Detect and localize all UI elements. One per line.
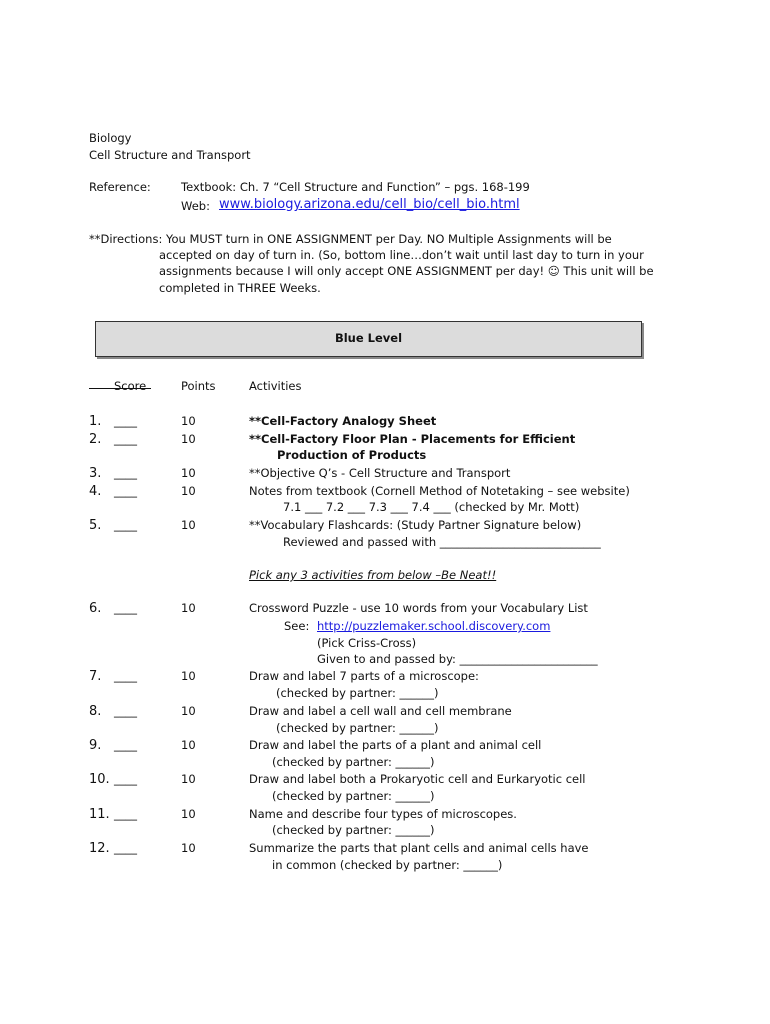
score-blank[interactable]: ____ <box>114 518 137 532</box>
item-points: 10 <box>181 518 196 532</box>
item-number: 7. <box>89 669 102 684</box>
item-number: 4. <box>89 484 102 499</box>
score-blank[interactable]: ____ <box>114 704 137 718</box>
item-activity: Notes from textbook (Cornell Method of Notetaking – see website) <box>249 484 630 498</box>
item-number: 6. <box>89 601 102 616</box>
item-points: 10 <box>181 841 196 855</box>
score-blank[interactable]: ____ <box>114 841 137 855</box>
column-points: Points <box>181 379 216 393</box>
item-activity: Draw and label 7 parts of a microscope: <box>249 669 479 683</box>
column-score: Score <box>114 379 147 393</box>
see-label: See: <box>284 619 310 633</box>
item-activity: Draw and label a cell wall and cell membrane <box>249 704 512 718</box>
item-activity-cont: (checked by partner: ______) <box>272 789 435 803</box>
level-title: Blue Level <box>334 331 403 345</box>
item-number: 2. <box>89 432 102 447</box>
score-blank[interactable]: ____ <box>114 414 137 428</box>
item-number: 11. <box>89 807 110 822</box>
item-activity-cont: (checked by partner: ______) <box>272 755 435 769</box>
score-blank[interactable]: ____ <box>114 669 137 683</box>
column-activities: Activities <box>249 379 302 393</box>
unit-title: Cell Structure and Transport <box>89 148 251 162</box>
item-points: 10 <box>181 601 196 615</box>
item-number: 3. <box>89 466 102 481</box>
item-activity-cont: (Pick Criss-Cross) <box>317 636 417 650</box>
score-blank[interactable]: ____ <box>114 432 137 446</box>
item-points: 10 <box>181 484 196 498</box>
web-link[interactable]: www.biology.arizona.edu/cell_bio/cell_bio.html <box>219 197 520 212</box>
item-number: 12. <box>89 841 110 856</box>
item-number: 5. <box>89 518 102 533</box>
subject-title: Biology <box>89 131 132 145</box>
item-number: 9. <box>89 738 102 753</box>
item-number: 8. <box>89 704 102 719</box>
item-activity-cont: (checked by partner: ______) <box>272 823 435 837</box>
item-activity: **Objective Q’s - Cell Structure and Transport <box>249 466 511 480</box>
item-activity-cont: (checked by partner: ______) <box>276 686 439 700</box>
directions-line-2: accepted on day of turn in. (So, bottom line…don’t wait until last day to turn in your <box>159 248 644 262</box>
item-number: 1. <box>89 414 102 429</box>
item-points: 10 <box>181 807 196 821</box>
score-blank[interactable]: ____ <box>114 466 137 480</box>
pick-instruction: Pick any 3 activities from below –Be Neat!! <box>249 568 497 582</box>
directions-line-3: assignments because I will only accept ONE ASSIGNMENT per day! ☺ This unit will be <box>159 264 654 278</box>
directions-line-1: **Directions: You MUST turn in ONE ASSIGNMENT per Day. NO Multiple Assignments will be <box>89 232 612 246</box>
item-activity: Name and describe four types of microscopes. <box>249 807 517 821</box>
item-activity: **Vocabulary Flashcards: (Study Partner Signature below) <box>249 518 582 532</box>
item-activity: **Cell-Factory Floor Plan - Placements for Efficient <box>249 432 576 446</box>
item-activity: Crossword Puzzle - use 10 words from your Vocabulary List <box>249 601 588 615</box>
item-points: 10 <box>181 466 196 480</box>
item-points: 10 <box>181 772 196 786</box>
score-blank[interactable]: ____ <box>114 484 137 498</box>
item-points: 10 <box>181 704 196 718</box>
item-activity-cont: 7.1 ___ 7.2 ___ 7.3 ___ 7.4 ___ (checked by Mr. Mott) <box>283 500 580 514</box>
level-banner <box>95 321 642 357</box>
item-points: 10 <box>181 738 196 752</box>
item-activity-cont: (checked by partner: ______) <box>276 721 439 735</box>
item-activity: Draw and label the parts of a plant and animal cell <box>249 738 542 752</box>
item-activity: Draw and label both a Prokaryotic cell and Eurkaryotic cell <box>249 772 586 786</box>
item-number: 10. <box>89 772 110 787</box>
score-blank[interactable]: ____ <box>114 601 137 615</box>
score-blank[interactable]: ____ <box>114 738 137 752</box>
score-blank[interactable]: ____ <box>114 807 137 821</box>
puzzlemaker-link[interactable]: http://puzzlemaker.school.discovery.com <box>317 619 551 633</box>
textbook-reference: Textbook: Ch. 7 “Cell Structure and Function” – pgs. 168-199 <box>181 180 530 194</box>
score-blank[interactable]: ____ <box>114 772 137 786</box>
item-activity-cont: in common (checked by partner: ______) <box>272 858 503 872</box>
item-activity: **Cell-Factory Analogy Sheet <box>249 414 437 428</box>
web-label: Web: <box>181 199 210 213</box>
item-points: 10 <box>181 432 196 446</box>
reference-label: Reference: <box>89 180 151 194</box>
item-points: 10 <box>181 669 196 683</box>
directions-line-4: completed in THREE Weeks. <box>159 281 321 295</box>
item-points: 10 <box>181 414 196 428</box>
item-activity-cont: Given to and passed by: ________________________ <box>317 652 598 666</box>
item-activity-cont: Production of Products <box>277 448 427 462</box>
item-activity: Summarize the parts that plant cells and animal cells have <box>249 841 589 855</box>
item-activity-cont: Reviewed and passed with ____________________________ <box>283 535 601 549</box>
